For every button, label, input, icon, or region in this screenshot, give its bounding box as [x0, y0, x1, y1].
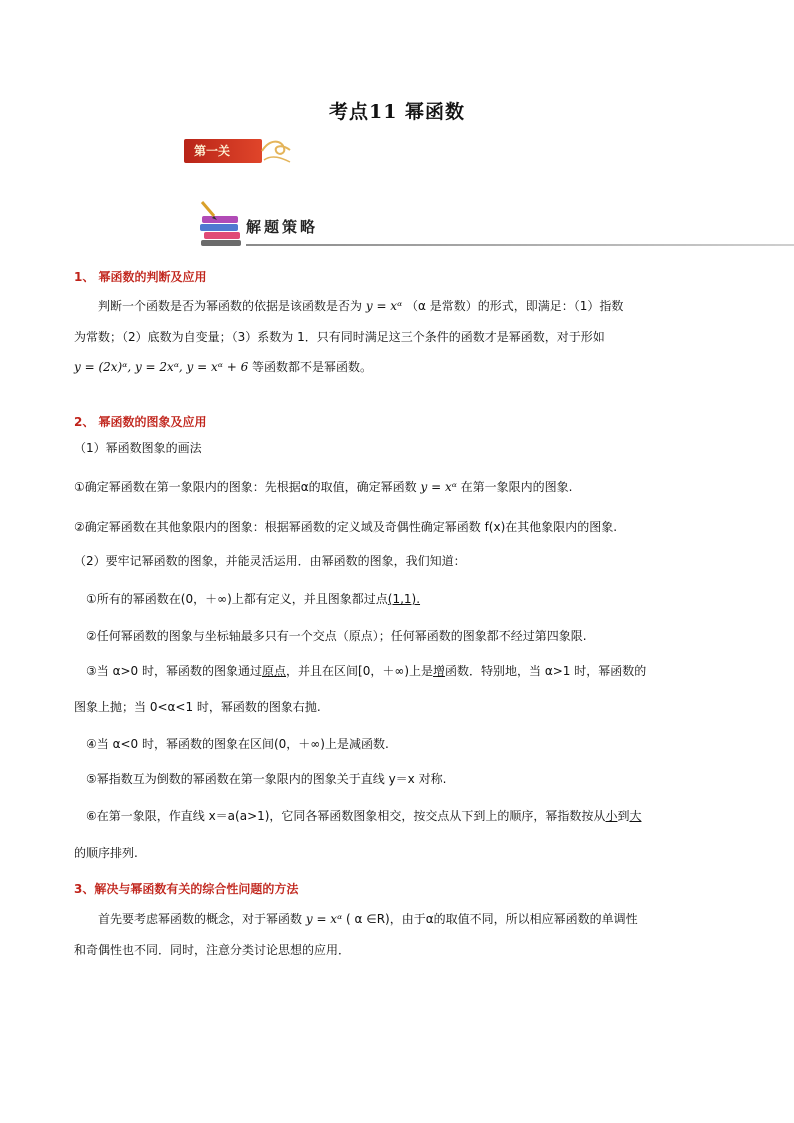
text: ⑥在第一象限，作直线 x＝a(a>1)，它同各幂函数图象相交，按交点从下到上的顺序，幂指数按从: [86, 809, 606, 823]
level-banner-label: 第一关: [194, 144, 231, 158]
text: ①所有的幂函数在(0，＋∞)上都有定义，并且图象都过点: [86, 592, 388, 606]
formula: y = xᵅ: [305, 912, 343, 926]
text: 到: [617, 809, 630, 823]
sec1-line-2: 为常数；（2）底数为自变量；（3）系数为 1．只有同时满足这三个条件的函数才是幂函数，对于形如: [74, 330, 605, 344]
sec2-k6: [86, 807, 641, 825]
sec2-c2: ②确定幂函数在其他象限内的图象：根据幂函数的定义域及奇偶性确定幂函数 f(x)在其他象限内的图象.: [74, 520, 618, 534]
underlined-text: 增: [433, 664, 446, 678]
sec2-c1: [74, 478, 573, 496]
text: 判断一个函数是否为幂函数的依据是该函数是否为: [98, 299, 363, 313]
section-3-heading: 3、解决与幂函数有关的综合性问题的方法: [74, 882, 299, 896]
sec3-line-1: [98, 910, 638, 928]
text: 等函数都不是幂函数。: [252, 360, 373, 374]
sec2-k3: [86, 662, 646, 680]
text: ( α ∈R)，由于α的取值不同，所以相应幂函数的单调性: [346, 912, 638, 926]
sec1-line-3: [74, 358, 372, 376]
strategy-banner: [196, 200, 794, 248]
books-pencil-icon: [196, 200, 246, 248]
strategy-banner-label: 解题策略: [246, 218, 319, 236]
formula: y = xᵅ: [365, 299, 403, 313]
formula: y = (2x)ᵅ, y = 2xᵅ, y = xᵅ + 6: [74, 360, 249, 374]
section-2-heading: 2、 幂函数的图象及应用: [74, 415, 207, 429]
text: ①确定幂函数在第一象限内的图象：先根据α的取值，确定幂函数: [74, 480, 417, 494]
sec2-k5: ⑤幂指数互为倒数的幂函数在第一象限内的图象关于直线 y＝x 对称.: [86, 772, 447, 786]
sec3-line-2: 和奇偶性也不同．同时，注意分类讨论思想的应用．: [74, 943, 351, 957]
text: ，并且在区间[0，＋∞)上是: [286, 664, 434, 678]
text: （α 是常数）的形式，即满足：（1）指数: [406, 299, 624, 313]
sec2-sub-1: （1）幂函数图象的画法: [74, 441, 202, 455]
swirl-ornament-icon: [260, 136, 294, 166]
page-title: 考点11 幂函数: [328, 101, 466, 123]
level-banner: [184, 136, 294, 166]
formula: y = xᵅ: [420, 480, 457, 494]
underlined-text: (1,1).: [387, 592, 421, 606]
text: 函数．特别地，当 α>1 时，幂函数的: [445, 664, 647, 678]
section-1-heading: 1、 幂函数的判断及应用: [74, 270, 207, 284]
sec1-line-1: [98, 297, 623, 315]
text: 在第一象限内的图象.: [460, 480, 573, 494]
sec2-k1: [86, 590, 420, 608]
underlined-text: 小: [605, 809, 618, 823]
text: 首先要考虑幂函数的概念，对于幂函数: [98, 912, 303, 926]
text: ③当 α>0 时，幂函数的图象通过: [86, 664, 262, 678]
sec2-k4: ④当 α<0 时，幂函数的图象在区间(0，＋∞)上是减函数.: [86, 737, 389, 751]
sec2-sub-2: （2）要牢记幂函数的图象，并能灵活运用．由幂函数的图象，我们知道：: [74, 554, 466, 568]
sec2-k3-cont: 图象上抛；当 0<α<1 时，幂函数的图象右抛.: [74, 700, 321, 714]
strategy-banner-rule: [246, 244, 794, 246]
sec2-k2: ②任何幂函数的图象与坐标轴最多只有一个交点（原点）；任何幂函数的图象都不经过第四象限.: [86, 629, 587, 643]
underlined-text: 原点: [262, 664, 287, 678]
underlined-text: 大: [629, 809, 642, 823]
sec2-k6-cont: 的顺序排列.: [74, 846, 138, 860]
